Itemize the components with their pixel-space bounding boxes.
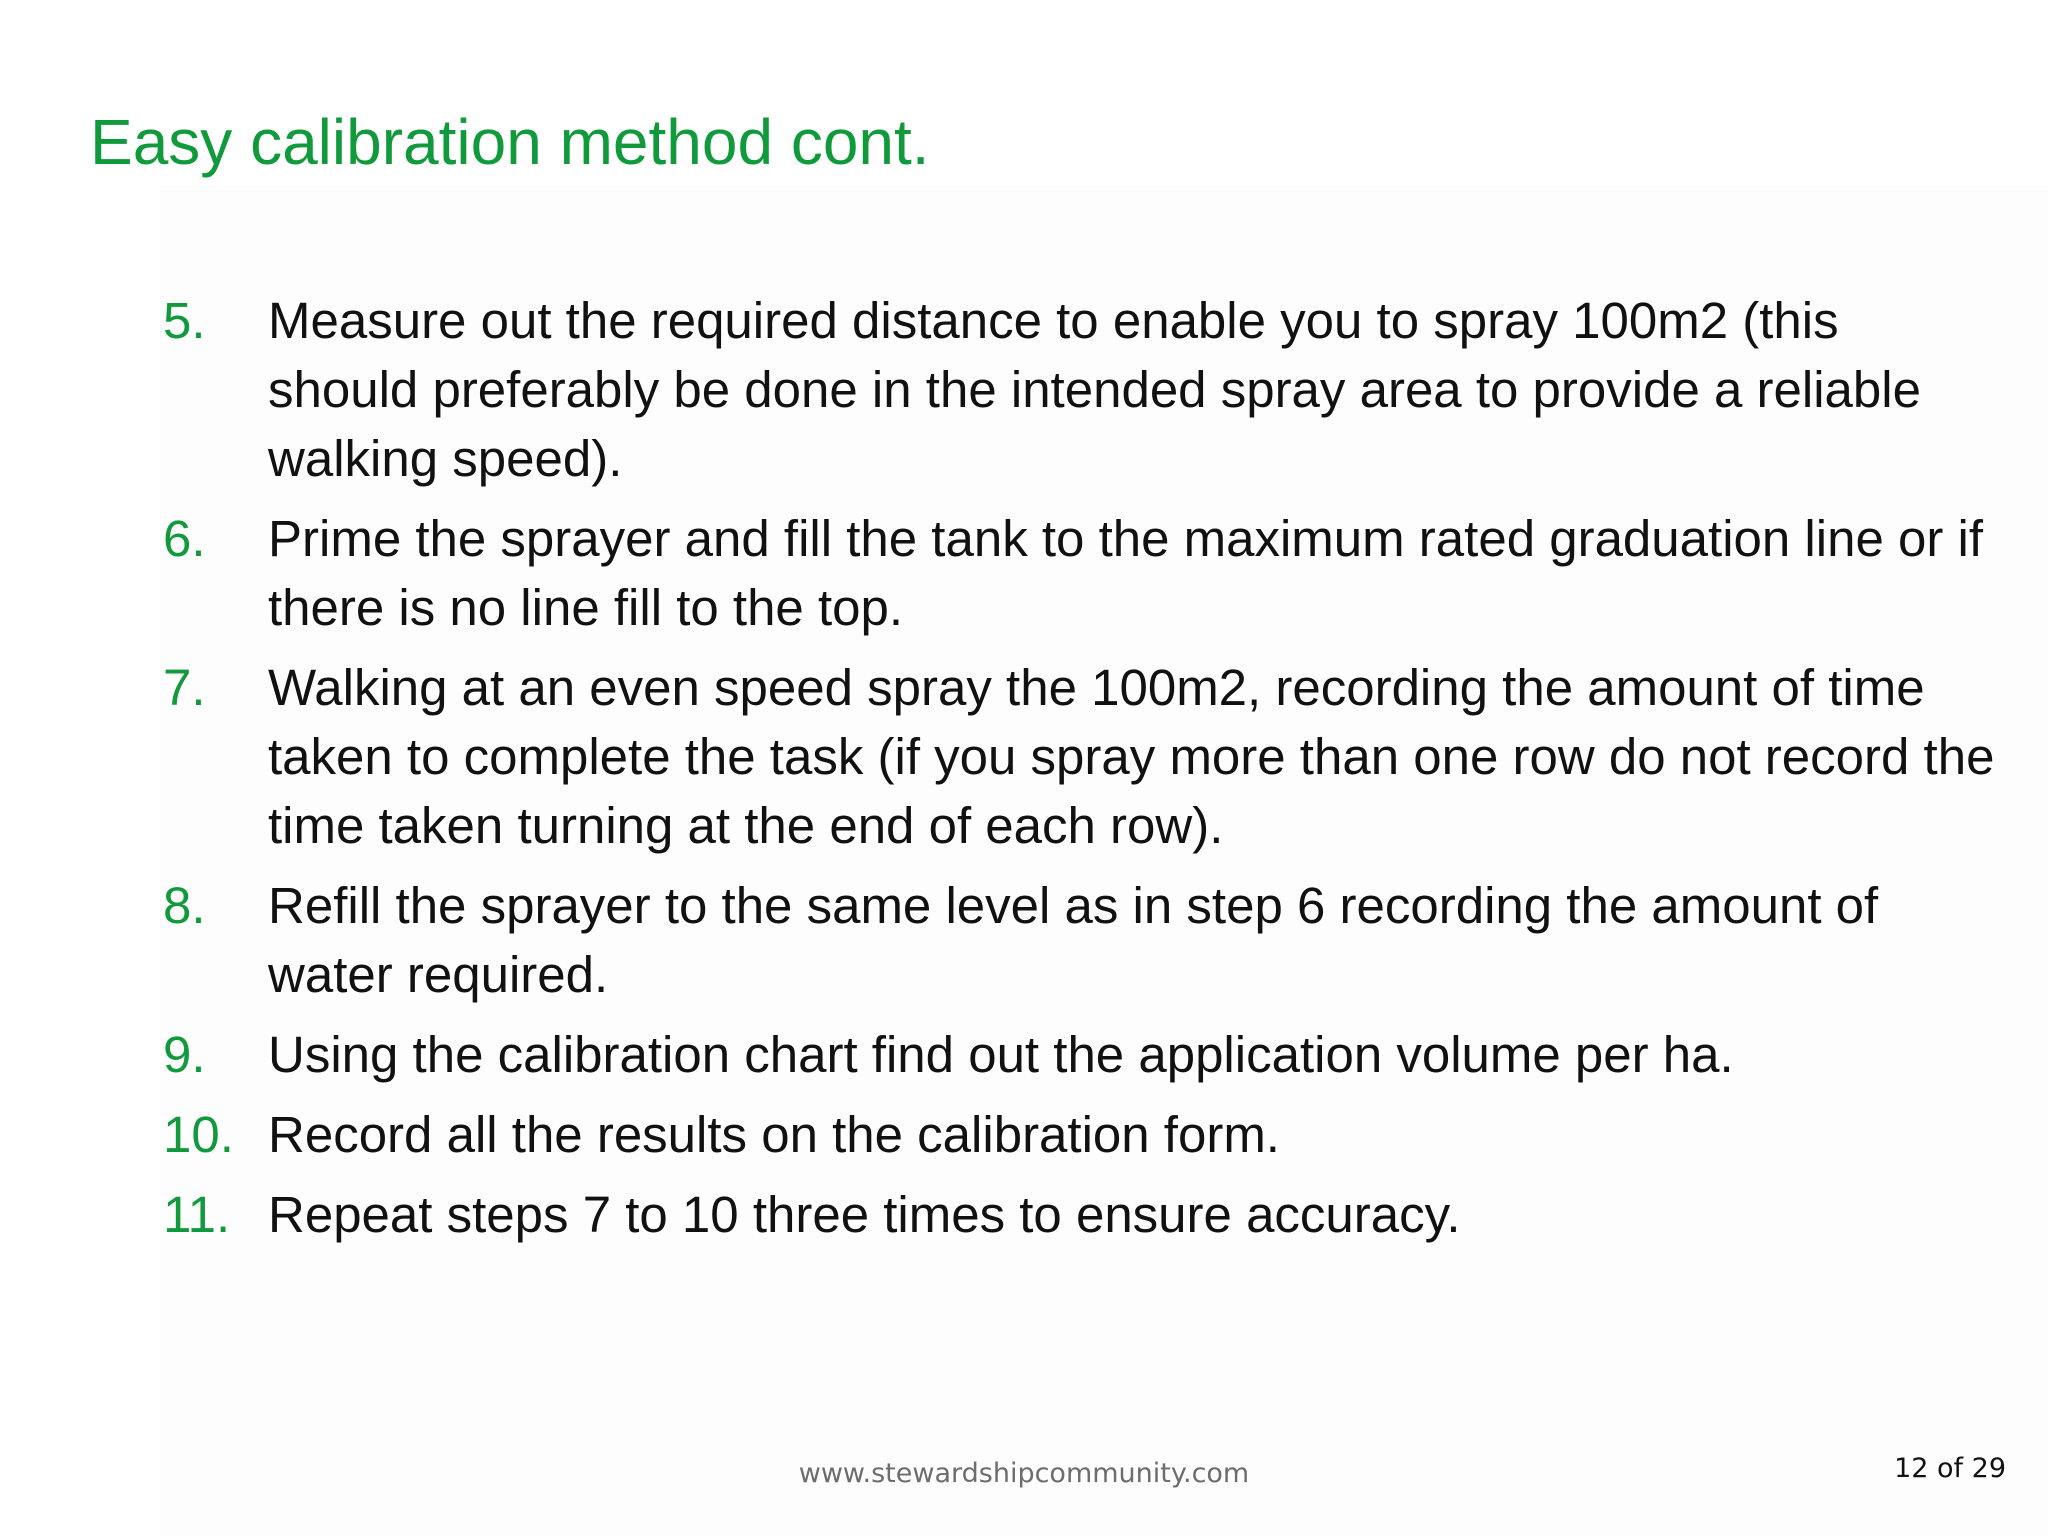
list-item <box>163 504 2003 642</box>
step-text: Repeat steps 7 to 10 three times to ensure accuracy. <box>268 1186 1461 1243</box>
list-item <box>163 653 2003 860</box>
step-text: Prime the sprayer and fill the tank to the maximum rated graduation line or if there is no line fill to the top. <box>268 510 1983 636</box>
list-item <box>163 871 2003 1009</box>
step-number: 9. <box>163 1026 206 1083</box>
list-item <box>163 1180 2003 1249</box>
list-item <box>163 286 2003 493</box>
list-item <box>163 1100 2003 1169</box>
step-number: 7. <box>163 659 206 716</box>
step-text: Using the calibration chart find out the application volume per ha. <box>268 1026 1734 1083</box>
list-item <box>163 1020 2003 1089</box>
step-number: 8. <box>163 877 206 934</box>
steps-list <box>163 286 2003 1260</box>
page-counter: 12 of 29 <box>1894 1453 2006 1484</box>
step-number: 10. <box>163 1106 234 1163</box>
step-text: Record all the results on the calibration form. <box>268 1106 1280 1163</box>
step-number: 11. <box>163 1186 231 1243</box>
step-text: Refill the sprayer to the same level as in step 6 recording the amount of water required. <box>268 877 1879 1003</box>
slide-title: Easy calibration method cont. <box>90 106 930 178</box>
step-text: Walking at an even speed spray the 100m2, recording the amount of time taken to complete the task (if you spray more than one row do not record the time taken turning at the end of each row). <box>268 659 1995 854</box>
step-number: 6. <box>163 510 206 567</box>
step-text: Measure out the required distance to enable you to spray 100m2 (this should preferably be done in the intended spray area to provide a reliable walking speed). <box>268 292 1921 487</box>
footer-url-link[interactable]: www.stewardshipcommunity.com <box>798 1458 1250 1489</box>
step-number: 5. <box>163 292 206 349</box>
